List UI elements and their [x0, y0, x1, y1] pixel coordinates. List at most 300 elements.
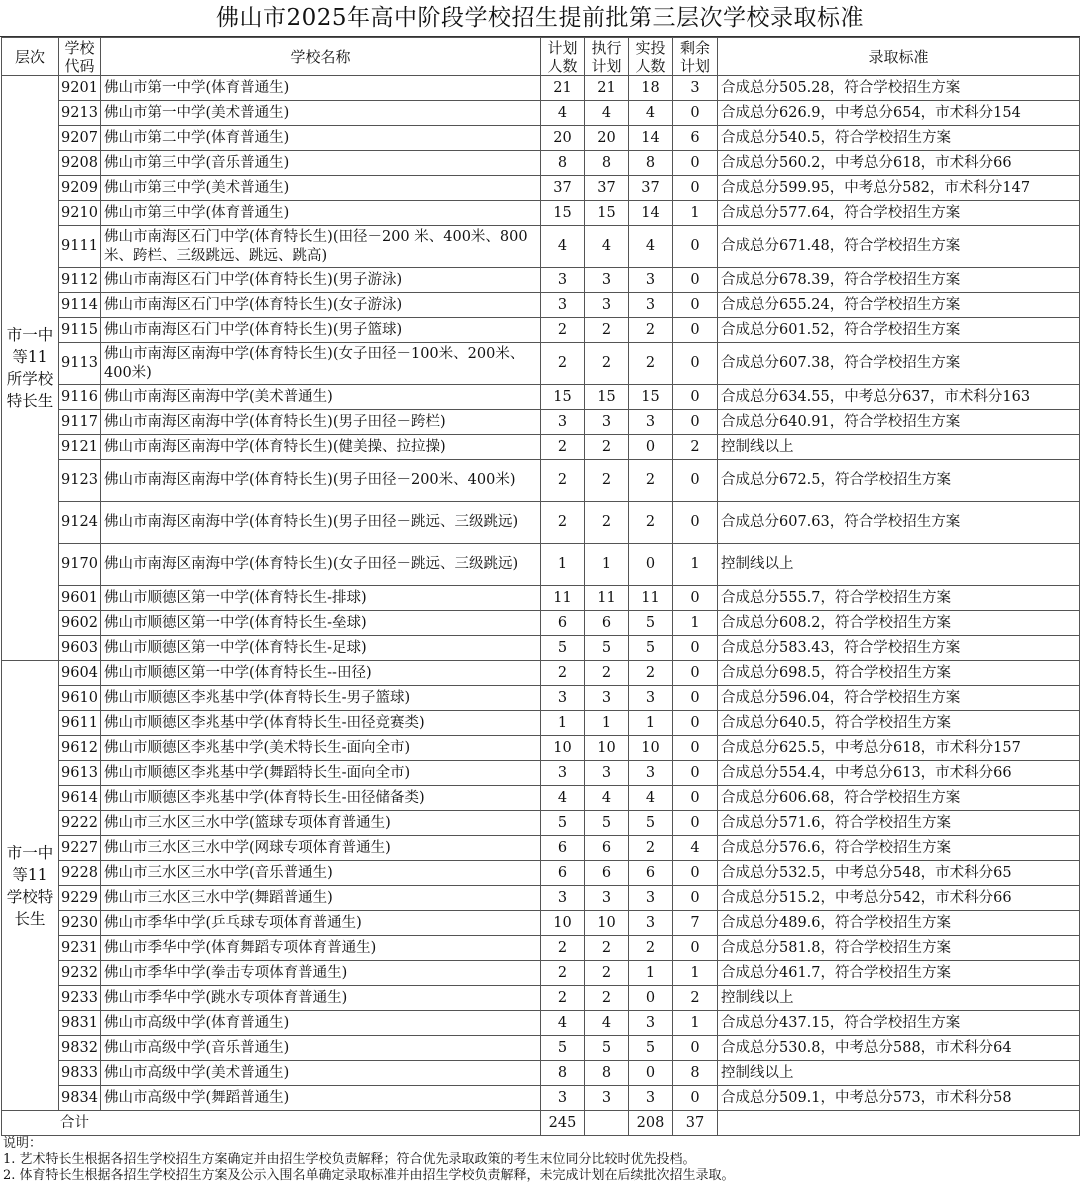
exec-plan: 6 [585, 861, 629, 886]
actual-count: 3 [629, 886, 673, 911]
admission-standard: 合成总分554.4，中考总分613，市术科分66 [718, 761, 1080, 786]
school-code: 9231 [59, 936, 101, 961]
school-name: 佛山市顺德区李兆基中学(体育特长生-男子篮球) [101, 686, 541, 711]
remaining-plan: 2 [673, 435, 718, 460]
plan-count: 15 [541, 201, 585, 226]
school-name: 佛山市第三中学(体育普通生) [101, 201, 541, 226]
exec-plan: 10 [585, 736, 629, 761]
school-name: 佛山市高级中学(舞蹈普通生) [101, 1086, 541, 1111]
remaining-plan: 0 [673, 686, 718, 711]
admission-standard: 合成总分607.63，符合学校招生方案 [718, 502, 1080, 544]
exec-plan: 2 [585, 502, 629, 544]
table-row [2, 1086, 1080, 1111]
school-name: 佛山市顺德区李兆基中学(体育特长生-田径竞赛类) [101, 711, 541, 736]
school-name: 佛山市顺德区李兆基中学(体育特长生-田径储备类) [101, 786, 541, 811]
table-row [2, 268, 1080, 293]
actual-count: 2 [629, 318, 673, 343]
actual-count: 2 [629, 936, 673, 961]
table-row [2, 293, 1080, 318]
school-code: 9113 [59, 343, 101, 385]
exec-plan: 3 [585, 686, 629, 711]
school-name: 佛山市高级中学(音乐普通生) [101, 1036, 541, 1061]
school-name: 佛山市南海区南海中学(美术普通生) [101, 385, 541, 410]
table-row [2, 711, 1080, 736]
admission-standard: 合成总分571.6，符合学校招生方案 [718, 811, 1080, 836]
school-code: 9121 [59, 435, 101, 460]
exec-plan: 4 [585, 226, 629, 268]
remaining-plan: 0 [673, 936, 718, 961]
actual-count: 3 [629, 686, 673, 711]
remaining-plan: 0 [673, 786, 718, 811]
exec-plan: 15 [585, 201, 629, 226]
exec-plan: 3 [585, 268, 629, 293]
plan-count: 4 [541, 1011, 585, 1036]
actual-count: 37 [629, 176, 673, 201]
school-code: 9170 [59, 544, 101, 586]
table-row [2, 126, 1080, 151]
school-code: 9228 [59, 861, 101, 886]
actual-count: 0 [629, 1061, 673, 1086]
school-name: 佛山市三水区三水中学(舞蹈普通生) [101, 886, 541, 911]
table-row [2, 586, 1080, 611]
remaining-plan: 0 [673, 226, 718, 268]
remaining-plan: 0 [673, 586, 718, 611]
admission-standard: 合成总分437.15，符合学校招生方案 [718, 1011, 1080, 1036]
admission-standard: 合成总分577.64，符合学校招生方案 [718, 201, 1080, 226]
remaining-plan: 0 [673, 176, 718, 201]
school-code: 9230 [59, 911, 101, 936]
plan-count: 21 [541, 76, 585, 101]
school-name: 佛山市第三中学(音乐普通生) [101, 151, 541, 176]
plan-count: 8 [541, 151, 585, 176]
actual-count: 4 [629, 101, 673, 126]
school-name: 佛山市第三中学(美术普通生) [101, 176, 541, 201]
exec-plan: 6 [585, 836, 629, 861]
actual-count: 3 [629, 293, 673, 318]
exec-plan: 8 [585, 1061, 629, 1086]
admission-standard: 合成总分671.48，符合学校招生方案 [718, 226, 1080, 268]
school-name: 佛山市三水区三水中学(网球专项体育普通生) [101, 836, 541, 861]
exec-plan: 4 [585, 786, 629, 811]
school-code: 9611 [59, 711, 101, 736]
admission-standard: 合成总分606.68，符合学校招生方案 [718, 786, 1080, 811]
table-row [2, 986, 1080, 1011]
exec-plan: 2 [585, 343, 629, 385]
plan-count: 5 [541, 636, 585, 661]
actual-count: 3 [629, 1011, 673, 1036]
plan-count: 3 [541, 268, 585, 293]
plan-count: 1 [541, 544, 585, 586]
admission-standard: 合成总分640.91，符合学校招生方案 [718, 410, 1080, 435]
actual-count: 3 [629, 268, 673, 293]
plan-count: 2 [541, 986, 585, 1011]
remaining-plan: 0 [673, 293, 718, 318]
admission-standard: 合成总分576.6，符合学校招生方案 [718, 836, 1080, 861]
remaining-plan: 4 [673, 836, 718, 861]
school-code: 9610 [59, 686, 101, 711]
plan-count: 8 [541, 1061, 585, 1086]
exec-plan: 37 [585, 176, 629, 201]
school-name: 佛山市南海区南海中学(体育特长生)(女子田径－跳远、三级跳远) [101, 544, 541, 586]
plan-count: 1 [541, 711, 585, 736]
plan-count: 4 [541, 101, 585, 126]
actual-count: 5 [629, 1036, 673, 1061]
table-row [2, 410, 1080, 435]
school-code: 9229 [59, 886, 101, 911]
plan-count: 2 [541, 936, 585, 961]
admission-standard: 合成总分599.95，中考总分582，市术科分147 [718, 176, 1080, 201]
admission-standard: 合成总分505.28，符合学校招生方案 [718, 76, 1080, 101]
remaining-plan: 0 [673, 636, 718, 661]
school-name: 佛山市南海区石门中学(体育特长生)(田径－200 米、400米、800米、跨栏、三级跳远、跳远、跳高) [101, 226, 541, 268]
plan-count: 3 [541, 886, 585, 911]
admission-standard: 合成总分530.8，中考总分588，市术科分64 [718, 1036, 1080, 1061]
exec-plan: 2 [585, 986, 629, 1011]
school-code: 9201 [59, 76, 101, 101]
school-name: 佛山市季华中学(拳击专项体育普通生) [101, 961, 541, 986]
admission-standard: 合成总分698.5，符合学校招生方案 [718, 661, 1080, 686]
school-code: 9614 [59, 786, 101, 811]
admission-standard: 合成总分489.6，符合学校招生方案 [718, 911, 1080, 936]
table-row [2, 1061, 1080, 1086]
school-code: 9115 [59, 318, 101, 343]
school-name: 佛山市三水区三水中学(音乐普通生) [101, 861, 541, 886]
table-row [2, 786, 1080, 811]
exec-plan: 8 [585, 151, 629, 176]
table-row [2, 886, 1080, 911]
school-name: 佛山市第一中学(美术普通生) [101, 101, 541, 126]
notes-title: 说明： [3, 1136, 43, 1151]
table-row [2, 811, 1080, 836]
table-row [2, 318, 1080, 343]
remaining-plan: 1 [673, 1011, 718, 1036]
school-name: 佛山市南海区石门中学(体育特长生)(女子游泳) [101, 293, 541, 318]
school-name: 佛山市季华中学(体育舞蹈专项体育普通生) [101, 936, 541, 961]
exec-plan: 2 [585, 936, 629, 961]
remaining-plan: 7 [673, 911, 718, 936]
remaining-plan: 1 [673, 544, 718, 586]
actual-count: 1 [629, 711, 673, 736]
remaining-plan: 0 [673, 502, 718, 544]
admission-standard: 控制线以上 [718, 435, 1080, 460]
remaining-plan: 1 [673, 611, 718, 636]
admission-standard: 合成总分515.2，中考总分542，市术科分66 [718, 886, 1080, 911]
remaining-plan: 0 [673, 711, 718, 736]
admission-standard: 控制线以上 [718, 1061, 1080, 1086]
total-standard [718, 1111, 1080, 1136]
admission-standard: 合成总分509.1，中考总分573，市术科分58 [718, 1086, 1080, 1111]
table-row [2, 460, 1080, 502]
school-code: 9602 [59, 611, 101, 636]
level-group-label: 市一中等11学校特长生 [2, 661, 59, 1111]
header-row [2, 38, 1080, 76]
admission-standard: 合成总分640.5，符合学校招生方案 [718, 711, 1080, 736]
remaining-plan: 0 [673, 318, 718, 343]
remaining-plan: 0 [673, 268, 718, 293]
exec-plan: 2 [585, 318, 629, 343]
admission-standard: 合成总分634.55，中考总分637，市术科分163 [718, 385, 1080, 410]
admission-standard: 合成总分601.52，符合学校招生方案 [718, 318, 1080, 343]
admission-standard: 控制线以上 [718, 986, 1080, 1011]
exec-plan: 5 [585, 636, 629, 661]
school-name: 佛山市南海区南海中学(体育特长生)(健美操、拉拉操) [101, 435, 541, 460]
table-row [2, 911, 1080, 936]
header-plan: 计划 人数 [541, 38, 585, 76]
header-level: 层次 [2, 38, 59, 76]
table-row [2, 76, 1080, 101]
actual-count: 4 [629, 226, 673, 268]
actual-count: 3 [629, 761, 673, 786]
actual-count: 3 [629, 1086, 673, 1111]
total-actual: 208 [629, 1111, 673, 1136]
school-name: 佛山市南海区石门中学(体育特长生)(男子游泳) [101, 268, 541, 293]
exec-plan: 2 [585, 460, 629, 502]
school-name: 佛山市南海区南海中学(体育特长生)(男子田径－跳远、三级跳远) [101, 502, 541, 544]
remaining-plan: 2 [673, 986, 718, 1011]
school-code: 9114 [59, 293, 101, 318]
table-row [2, 176, 1080, 201]
table-row [2, 1036, 1080, 1061]
actual-count: 6 [629, 861, 673, 886]
admission-standard: 合成总分560.2，中考总分618，市术科分66 [718, 151, 1080, 176]
plan-count: 6 [541, 611, 585, 636]
school-name: 佛山市顺德区第一中学(体育特长生-足球) [101, 636, 541, 661]
remaining-plan: 0 [673, 811, 718, 836]
actual-count: 14 [629, 201, 673, 226]
table-row [2, 936, 1080, 961]
school-code: 9834 [59, 1086, 101, 1111]
school-name: 佛山市顺德区李兆基中学(美术特长生-面向全市) [101, 736, 541, 761]
table-row [2, 686, 1080, 711]
table-row [2, 1011, 1080, 1036]
plan-count: 3 [541, 761, 585, 786]
table-row [2, 544, 1080, 586]
admission-standard: 合成总分625.5，中考总分618，市术科分157 [718, 736, 1080, 761]
remaining-plan: 0 [673, 343, 718, 385]
exec-plan: 1 [585, 711, 629, 736]
actual-count: 0 [629, 544, 673, 586]
actual-count: 2 [629, 460, 673, 502]
admission-standard: 合成总分555.7，符合学校招生方案 [718, 586, 1080, 611]
school-code: 9123 [59, 460, 101, 502]
plan-count: 3 [541, 293, 585, 318]
table-body [2, 76, 1080, 1136]
remaining-plan: 0 [673, 1086, 718, 1111]
table-row [2, 611, 1080, 636]
table-row [2, 661, 1080, 686]
remaining-plan: 0 [673, 736, 718, 761]
table-row [2, 435, 1080, 460]
actual-count: 8 [629, 151, 673, 176]
level-group-label: 市一中等11所学校特长生 [2, 76, 59, 661]
school-code: 9208 [59, 151, 101, 176]
table-row [2, 761, 1080, 786]
remaining-plan: 0 [673, 460, 718, 502]
remaining-plan: 1 [673, 961, 718, 986]
admission-standard: 合成总分540.5，符合学校招生方案 [718, 126, 1080, 151]
header-code: 学校 代码 [59, 38, 101, 76]
table-row [2, 836, 1080, 861]
total-exec [585, 1111, 629, 1136]
remaining-plan: 0 [673, 151, 718, 176]
notes [0, 1136, 1080, 1184]
school-code: 9207 [59, 126, 101, 151]
table-row [2, 343, 1080, 385]
exec-plan: 3 [585, 886, 629, 911]
actual-count: 18 [629, 76, 673, 101]
plan-count: 5 [541, 811, 585, 836]
exec-plan: 11 [585, 586, 629, 611]
header-standard: 录取标准 [718, 38, 1080, 76]
actual-count: 2 [629, 836, 673, 861]
school-name: 佛山市季华中学(乒乓球专项体育普通生) [101, 911, 541, 936]
school-code: 9601 [59, 586, 101, 611]
plan-count: 15 [541, 385, 585, 410]
plan-count: 3 [541, 686, 585, 711]
total-row [2, 1111, 1080, 1136]
school-name: 佛山市顺德区李兆基中学(舞蹈特长生-面向全市) [101, 761, 541, 786]
exec-plan: 2 [585, 435, 629, 460]
admission-standard: 控制线以上 [718, 544, 1080, 586]
remaining-plan: 0 [673, 101, 718, 126]
actual-count: 3 [629, 911, 673, 936]
plan-count: 2 [541, 460, 585, 502]
school-code: 9833 [59, 1061, 101, 1086]
actual-count: 14 [629, 126, 673, 151]
total-plan: 245 [541, 1111, 585, 1136]
remaining-plan: 0 [673, 886, 718, 911]
actual-count: 15 [629, 385, 673, 410]
remaining-plan: 0 [673, 661, 718, 686]
actual-count: 4 [629, 786, 673, 811]
table-row [2, 201, 1080, 226]
actual-count: 5 [629, 636, 673, 661]
actual-count: 3 [629, 410, 673, 435]
actual-count: 2 [629, 343, 673, 385]
school-code: 9232 [59, 961, 101, 986]
actual-count: 2 [629, 661, 673, 686]
table-row [2, 636, 1080, 661]
remaining-plan: 0 [673, 385, 718, 410]
exec-plan: 4 [585, 1011, 629, 1036]
school-code: 9112 [59, 268, 101, 293]
note-2: 2. 体育特长生根据各招生学校招生方案及公示入围名单确定录取标准并由招生学校负责解释，未完成计划在后续批次招生录取。 [3, 1168, 735, 1183]
actual-count: 11 [629, 586, 673, 611]
school-name: 佛山市南海区石门中学(体育特长生)(男子篮球) [101, 318, 541, 343]
total-label: 合计 [2, 1111, 541, 1136]
table-row [2, 502, 1080, 544]
table-row [2, 226, 1080, 268]
school-name: 佛山市三水区三水中学(篮球专项体育普通生) [101, 811, 541, 836]
school-code: 9209 [59, 176, 101, 201]
school-name: 佛山市南海区南海中学(体育特长生)(女子田径－100米、200米、400米) [101, 343, 541, 385]
total-remaining: 37 [673, 1111, 718, 1136]
plan-count: 10 [541, 911, 585, 936]
actual-count: 10 [629, 736, 673, 761]
school-code: 9613 [59, 761, 101, 786]
exec-plan: 3 [585, 293, 629, 318]
school-name: 佛山市南海区南海中学(体育特长生)(男子田径－200米、400米) [101, 460, 541, 502]
note-1: 1. 艺术特长生根据各招生学校招生方案确定并由招生学校负责解释；符合优先录取政策的考生末位同分比较时优先投档。 [3, 1152, 696, 1167]
school-name: 佛山市第二中学(体育普通生) [101, 126, 541, 151]
admission-standard: 合成总分678.39，符合学校招生方案 [718, 268, 1080, 293]
remaining-plan: 1 [673, 201, 718, 226]
plan-count: 6 [541, 861, 585, 886]
exec-plan: 5 [585, 1036, 629, 1061]
school-code: 9612 [59, 736, 101, 761]
plan-count: 6 [541, 836, 585, 861]
actual-count: 5 [629, 611, 673, 636]
plan-count: 11 [541, 586, 585, 611]
school-code: 9604 [59, 661, 101, 686]
school-name: 佛山市高级中学(体育普通生) [101, 1011, 541, 1036]
plan-count: 2 [541, 435, 585, 460]
school-code: 9116 [59, 385, 101, 410]
admission-standard: 合成总分596.04，符合学校招生方案 [718, 686, 1080, 711]
school-code: 9213 [59, 101, 101, 126]
remaining-plan: 3 [673, 76, 718, 101]
school-name: 佛山市顺德区第一中学(体育特长生-垒球) [101, 611, 541, 636]
school-code: 9233 [59, 986, 101, 1011]
actual-count: 2 [629, 502, 673, 544]
school-code: 9832 [59, 1036, 101, 1061]
plan-count: 2 [541, 502, 585, 544]
remaining-plan: 0 [673, 761, 718, 786]
school-name: 佛山市高级中学(美术普通生) [101, 1061, 541, 1086]
admission-standard: 合成总分626.9，中考总分654，市术科分154 [718, 101, 1080, 126]
plan-count: 4 [541, 786, 585, 811]
admission-table [1, 37, 1080, 1136]
page-title: 佛山市2025年高中阶段学校招生提前批第三层次学校录取标准 [0, 0, 1080, 37]
plan-count: 4 [541, 226, 585, 268]
header-exec: 执行 计划 [585, 38, 629, 76]
exec-plan: 15 [585, 385, 629, 410]
admission-standard: 合成总分655.24，符合学校招生方案 [718, 293, 1080, 318]
plan-count: 2 [541, 661, 585, 686]
exec-plan: 5 [585, 811, 629, 836]
exec-plan: 10 [585, 911, 629, 936]
plan-count: 2 [541, 961, 585, 986]
school-name: 佛山市季华中学(跳水专项体育普通生) [101, 986, 541, 1011]
remaining-plan: 6 [673, 126, 718, 151]
exec-plan: 3 [585, 1086, 629, 1111]
actual-count: 0 [629, 435, 673, 460]
remaining-plan: 0 [673, 1036, 718, 1061]
school-code: 9222 [59, 811, 101, 836]
admission-standard: 合成总分583.43，符合学校招生方案 [718, 636, 1080, 661]
plan-count: 3 [541, 1086, 585, 1111]
remaining-plan: 0 [673, 861, 718, 886]
plan-count: 2 [541, 343, 585, 385]
actual-count: 1 [629, 961, 673, 986]
school-name: 佛山市南海区南海中学(体育特长生)(男子田径－跨栏) [101, 410, 541, 435]
plan-count: 20 [541, 126, 585, 151]
table-row [2, 101, 1080, 126]
table-row [2, 151, 1080, 176]
school-code: 9111 [59, 226, 101, 268]
admission-standard: 合成总分581.8，符合学校招生方案 [718, 936, 1080, 961]
admission-standard: 合成总分607.38，符合学校招生方案 [718, 343, 1080, 385]
plan-count: 10 [541, 736, 585, 761]
plan-count: 3 [541, 410, 585, 435]
school-code: 9210 [59, 201, 101, 226]
school-name: 佛山市顺德区第一中学(体育特长生--田径) [101, 661, 541, 686]
table-row [2, 736, 1080, 761]
school-name: 佛山市顺德区第一中学(体育特长生-排球) [101, 586, 541, 611]
school-code: 9603 [59, 636, 101, 661]
exec-plan: 2 [585, 961, 629, 986]
remaining-plan: 0 [673, 410, 718, 435]
